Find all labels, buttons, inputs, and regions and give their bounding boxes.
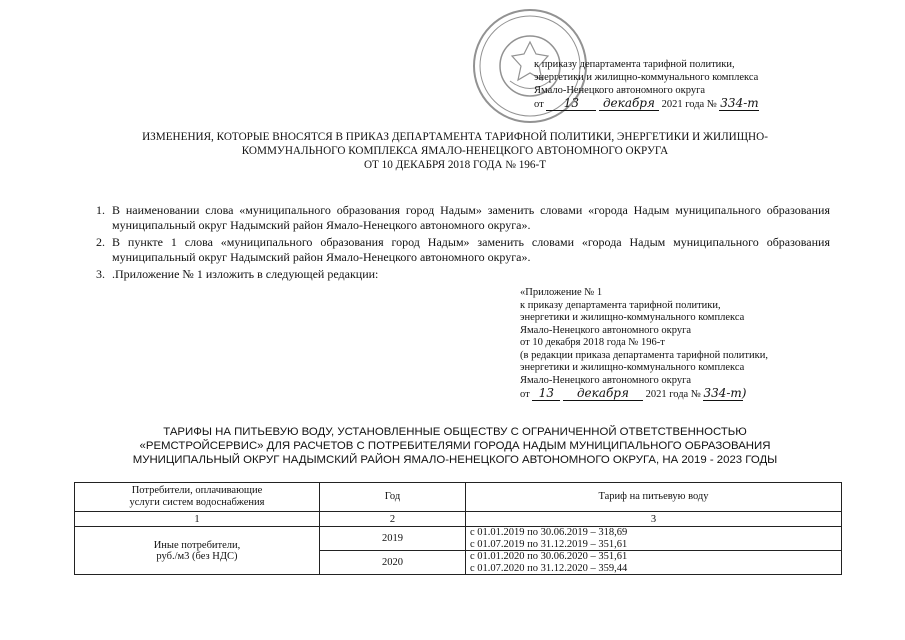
tariff-title-line-1: ТАРИФЫ НА ПИТЬЕВУЮ ВОДУ, УСТАНОВЛЕННЫЕ ОБЩЕСТВУ С ОГРАНИЧЕННОЙ ОТВЕТСТВЕННОСТЬЮ	[163, 426, 747, 438]
header-year: Год	[320, 483, 466, 512]
annex-line-6: (в редакции приказа департамента тарифной политики,	[520, 349, 768, 361]
header-date	[534, 97, 759, 111]
rate-line: с 01.01.2020 по 30.06.2020 – 351,61	[470, 551, 628, 562]
tariff-title-line-3: МУНИЦИПАЛЬНЫЙ ОКРУГ НАДЫМСКИЙ РАЙОН ЯМАЛО-НЕНЕЦКОГО АВТОНОМНОГО ОКРУГА, НА 2019 - 2023 ГОДЫ	[132, 454, 778, 466]
rate-line: с 01.01.2019 по 30.06.2019 – 318,69	[470, 527, 628, 538]
annex-line-8: Ямало-Ненецкого автономного округа	[520, 374, 692, 386]
header-consumers	[75, 483, 320, 512]
header-block	[534, 58, 759, 111]
consumer-cell	[75, 527, 320, 575]
index-cell: 2	[320, 512, 466, 527]
document-title-line-2: КОММУНАЛЬНОГО КОМПЛЕКСА ЯМАЛО-НЕНЕЦКОГО АВТОНОМНОГО ОКРУГА	[241, 145, 669, 157]
tariff-table	[74, 482, 842, 575]
header-date-month: декабря	[599, 97, 659, 111]
tariff-title-line-2: «РЕМСТРОЙСЕРВИС» ДЛЯ РАСЧЕТОВ С ПОТРЕБИТЕЛЯМИ ГОРОДА НАДЫМ МУНИЦИПАЛЬНОГО ОБРАЗОВАНИЯ	[139, 440, 771, 452]
table-index-row	[75, 512, 842, 527]
list-item	[96, 235, 830, 265]
annex-line-1: «Приложение № 1	[520, 287, 603, 298]
header-line-2: энергетики и жилищно-коммунального комплекса	[534, 72, 759, 83]
rate-cell	[466, 527, 842, 551]
index-cell: 3	[466, 512, 842, 527]
list-item	[96, 267, 830, 282]
annex-block	[520, 287, 850, 402]
annex-date	[520, 387, 850, 402]
rate-line: с 01.07.2019 по 31.12.2019 – 351,61	[470, 538, 628, 550]
document-title-line-3: ОТ 10 ДЕКАБРЯ 2018 ГОДА № 196-Т	[363, 159, 547, 171]
header-consumers-line-2: услуги систем водоснабжения	[129, 497, 265, 508]
rate-cell	[466, 551, 842, 575]
header-date-year: 2021 года №	[661, 99, 717, 110]
header-line-1: к приказу департамента тарифной политики,	[534, 59, 735, 70]
annex-line-5: от 10 декабря 2018 года № 196-т	[520, 337, 665, 348]
list-item	[96, 203, 830, 233]
annex-line-2: к приказу департамента тарифной политики,	[520, 299, 721, 311]
index-cell: 1	[75, 512, 320, 527]
header-tariff: Тариф на питьевую воду	[466, 483, 842, 512]
annex-date-year: 2021 года №	[645, 389, 701, 400]
item-number: 1.	[96, 203, 105, 217]
header-line-3: Ямало-Ненецкого автономного округа	[534, 85, 706, 96]
rate-line: с 01.07.2020 по 31.12.2020 – 359,44	[470, 562, 628, 574]
header-date-prefix: от	[534, 99, 544, 110]
header-date-day: 13	[546, 97, 596, 111]
annex-line-4: Ямало-Ненецкого автономного округа	[520, 324, 692, 336]
consumer-line-2: руб./м3 (без НДС)	[156, 550, 238, 562]
item-text: В пункте 1 слова «муниципального образования город Надым» заменить словами «города Надым муниципального образования муниципальный округ Надымский район Ямало-Ненецкого автономного округа».	[112, 235, 830, 264]
consumer-line-1: Иные потребители,	[153, 539, 241, 551]
year-cell: 2019	[320, 527, 466, 551]
table-row	[75, 527, 842, 551]
document-title	[60, 130, 850, 172]
annex-line-3: энергетики и жилищно-коммунального комплекса	[520, 312, 745, 323]
item-text: .Приложение № 1 изложить в следующей редакции:	[112, 267, 379, 281]
item-text: В наименовании слова «муниципального образования город Надым» заменить словами «города Надым муниципального образования муниципальный округ Надымский район Ямало-Ненецкого автономного округа».	[112, 203, 830, 232]
tariff-title	[60, 425, 850, 467]
annex-date-month: декабря	[563, 387, 643, 401]
annex-date-day: 13	[532, 387, 560, 401]
amendment-list	[96, 203, 830, 284]
annex-date-prefix: от	[520, 389, 530, 400]
table-header-row	[75, 483, 842, 512]
annex-order-number: 334-т)	[703, 386, 747, 400]
item-number: 2.	[96, 235, 105, 249]
header-consumers-line-1: Потребители, оплачивающие	[131, 485, 263, 496]
document-title-line-1: ИЗМЕНЕНИЯ, КОТОРЫЕ ВНОСЯТСЯ В ПРИКАЗ ДЕПАРТАМЕНТА ТАРИФНОЙ ПОЛИТИКИ, ЭНЕРГЕТИКИ И ЖИЛИЩНО-	[142, 131, 768, 143]
year-cell: 2020	[320, 551, 466, 575]
item-number: 3.	[96, 267, 105, 281]
header-order-number: 334-т	[720, 96, 759, 110]
annex-line-7: энергетики и жилищно-коммунального комплекса	[520, 362, 745, 373]
